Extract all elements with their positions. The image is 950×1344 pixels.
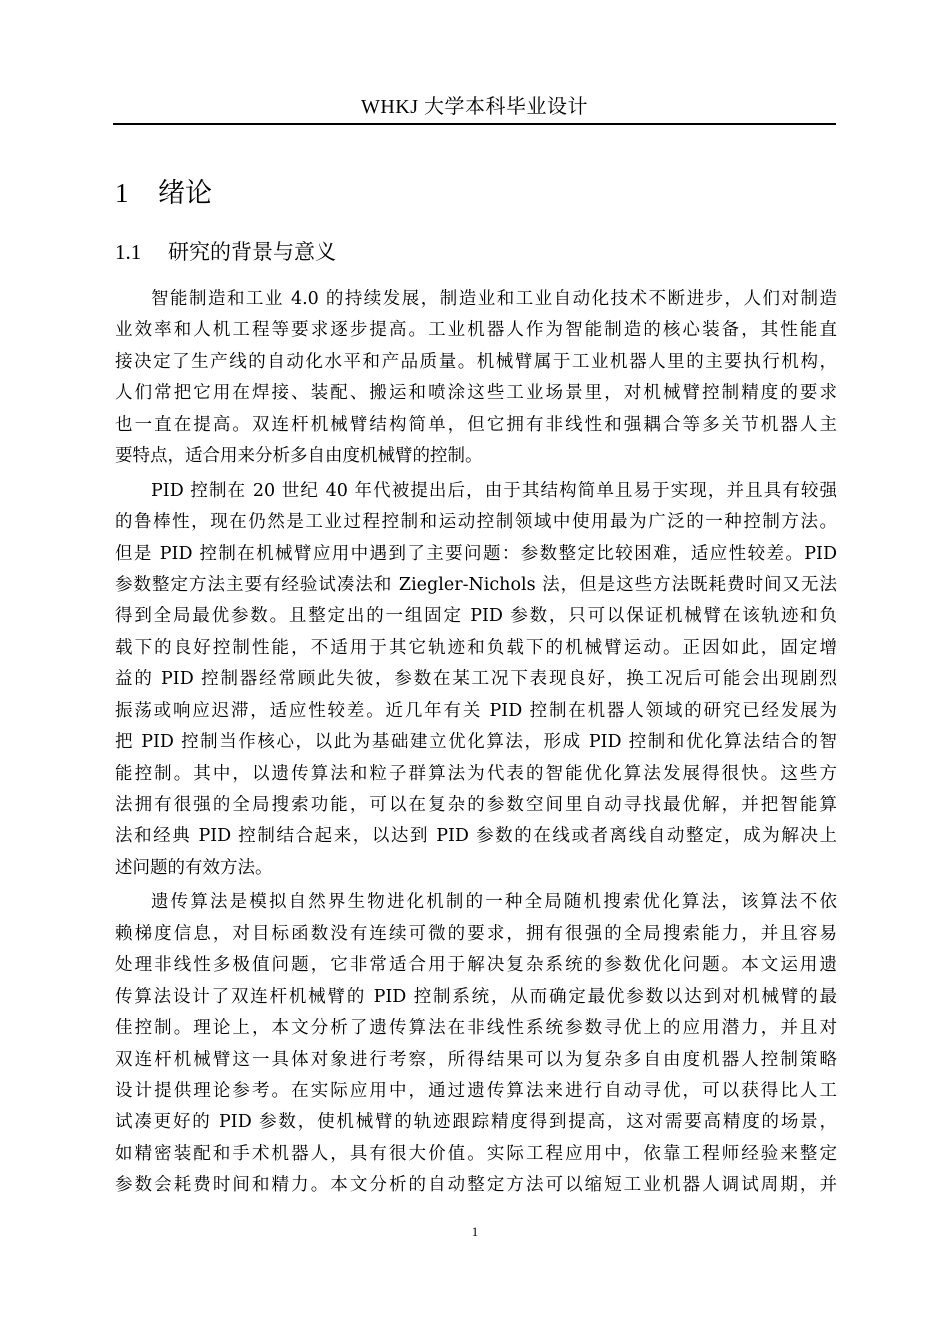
text-line: 赖梯度信息，对目标函数没有连续可微的要求，拥有很强的全局搜索能力，并且容易 <box>115 923 837 944</box>
text-line: 把 PID 控制当作核心，以此为基础建立优化算法，形成 PID 控制和优化算法结合的智 <box>115 732 837 753</box>
header-rule <box>113 123 836 125</box>
text-line: 参数整定方法主要有经验试凑法和 Ziegler-Nichols 法，但是这些方法既耗费时间又无法 <box>115 574 837 595</box>
text-line: 载下的良好控制性能，不适用于其它轨迹和负载下的机械臂运动。正因如此，固定增 <box>115 637 837 658</box>
section-heading <box>115 238 336 266</box>
text-line: 能控制。其中，以遗传算法和粒子群算法为代表的智能优化算法发展得很快。这些方 <box>115 763 837 784</box>
text-line: 遗传算法是模拟自然界生物进化机制的一种全局随机搜索优化算法，该算法不依 <box>151 892 837 913</box>
paragraph-1 <box>115 284 837 473</box>
text-line: 传算法设计了双连杆机械臂的 PID 控制系统，从而确定最优参数以达到对机械臂的最 <box>115 986 837 1007</box>
text-line: 佳控制。理论上，本文分析了遗传算法在非线性系统参数寻优上的应用潜力，并且对 <box>115 1018 837 1039</box>
text-line: 法和经典 PID 控制结合起来，以达到 PID 参数的在线或者离线自动整定，成为解决上 <box>115 826 837 847</box>
text-line: PID 控制在 20 世纪 40 年代被提出后，由于其结构简单且易于实现，并且具有较强 <box>151 480 837 501</box>
chapter-heading <box>115 176 212 211</box>
section-title: 研究的背景与意义 <box>168 240 336 264</box>
page-header: WHKJ 大学本科毕业设计 <box>360 96 589 118</box>
text-line: 如精密装配和手术机器人，具有很大价值。实际工程应用中，依靠工程师经验来整定 <box>115 1143 837 1164</box>
text-line: 的鲁棒性，现在仍然是工业过程控制和运动控制领域中使用最为广泛的一种控制方法。 <box>115 512 837 533</box>
chapter-number: 1 <box>115 178 129 208</box>
text-line: 益的 PID 控制器经常顾此失彼，参数在某工况下表现良好，换工况后可能会出现剧烈 <box>115 669 837 690</box>
text-line: 智能制造和工业 4.0 的持续发展，制造业和工业自动化技术不断进步，人们对制造 <box>151 289 837 309</box>
text-line: 人们常把它用在焊接、装配、搬运和喷涂这些工业场景里，对机械臂控制精度的要求 <box>115 383 837 404</box>
text-line: 双连杆机械臂这一具体对象进行考察，所得结果可以为复杂多自由度机器人控制策略 <box>115 1049 837 1070</box>
text-line: 也一直在提高。双连杆机械臂结构简单，但它拥有非线性和强耦合等多关节机器人主 <box>115 414 837 435</box>
text-line: 试凑更好的 PID 参数，使机械臂的轨迹跟踪精度得到提高，这对需要高精度的场景， <box>115 1112 837 1133</box>
text-line: 参数会耗费时间和精力。本文分析的自动整定方法可以缩短工业机器人调试周期，并 <box>115 1175 837 1196</box>
text-line: 接决定了生产线的自动化水平和产品质量。机械臂属于工业机器人里的主要执行机构， <box>115 351 837 372</box>
page-number: 1 <box>471 1224 479 1239</box>
text-line: 得到全局最优参数。且整定出的一组固定 PID 参数，只可以保证机械臂在该轨迹和负 <box>115 606 837 627</box>
paragraph-2 <box>115 476 837 885</box>
text-line: 处理非线性多极值问题，它非常适合用于解决复杂系统的参数优化问题。本文运用遗 <box>115 955 837 976</box>
text-line: 设计提供理论参考。在实际应用中，通过遗传算法来进行自动寻优，可以获得比人工 <box>115 1080 837 1101</box>
section-number: 1.1 <box>115 240 142 264</box>
chapter-title: 绪论 <box>158 178 212 209</box>
text-line: 但是 PID 控制在机械臂应用中遇到了主要问题：参数整定比较困难，适应性较差。PID <box>115 543 837 564</box>
body-text <box>115 284 837 1202</box>
text-line: 法拥有很强的全局搜索功能，可以在复杂的参数空间里自动寻找最优解，并把智能算 <box>115 795 837 815</box>
text-line: 业效率和人机工程等要求逐步提高。工业机器人作为智能制造的核心装备，其性能直 <box>115 320 837 341</box>
text-line: 要特点，适合用来分析多自由度机械臂的控制。 <box>115 446 483 467</box>
text-line: 述问题的有效方法。 <box>115 857 273 878</box>
paragraph-3 <box>115 887 837 1201</box>
text-line: 振荡或响应迟滞，适应性较差。近几年有关 PID 控制在机器人领域的研究已经发展为 <box>115 700 837 721</box>
